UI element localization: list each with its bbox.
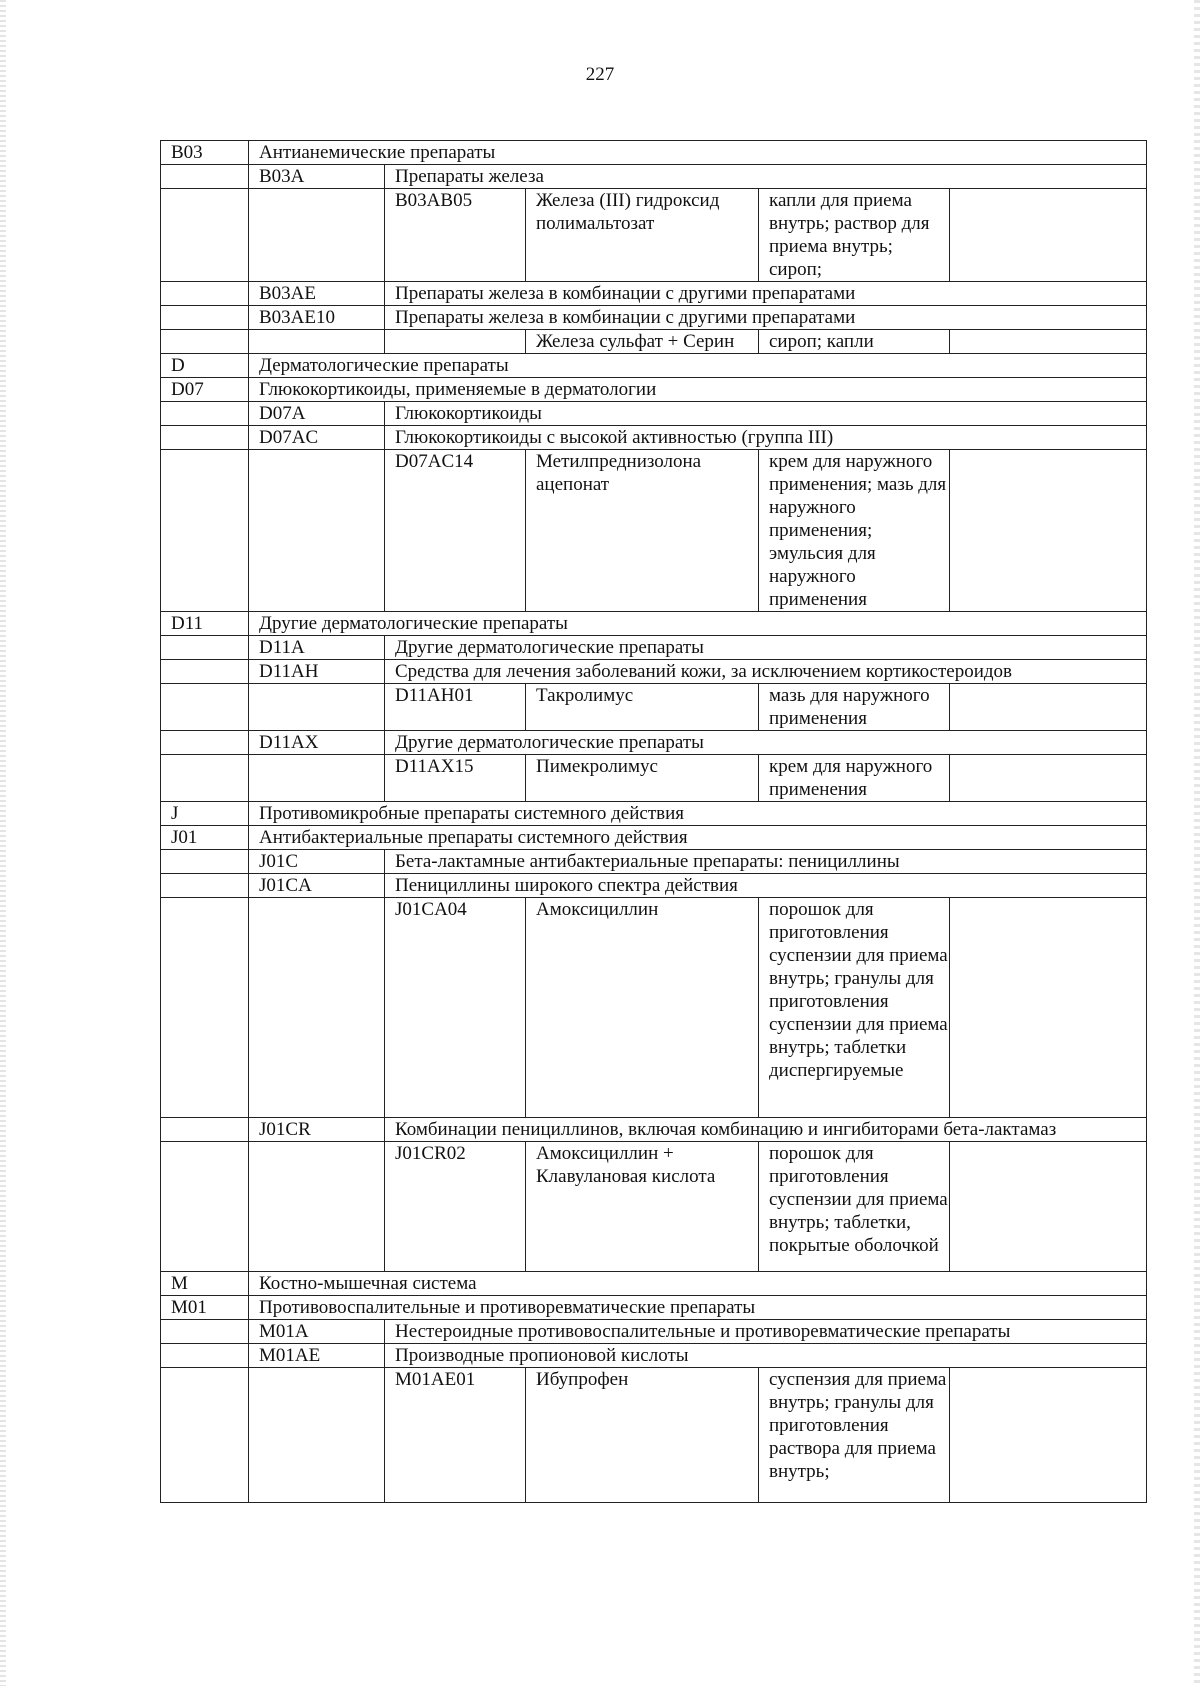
table-row — [161, 874, 1147, 898]
subgroup-cell: Глюкокортикоиды, применяемые в дерматологии — [249, 378, 1147, 402]
code-cell — [161, 684, 249, 731]
subgroup-cell: M01AE — [249, 1344, 385, 1368]
code-cell — [161, 1368, 249, 1503]
atc-code-cell: Глюкокортикоиды с высокой активностью (группа III) — [385, 426, 1147, 450]
notes-cell — [950, 898, 1147, 1118]
atc-code-cell: B03AB05 — [385, 189, 526, 282]
atc-code-cell: Препараты железа — [385, 165, 1147, 189]
table-row — [161, 1272, 1147, 1296]
code-cell — [161, 330, 249, 354]
table-row — [161, 636, 1147, 660]
atc-code-cell: Производные пропионовой кислоты — [385, 1344, 1147, 1368]
atc-code-cell: Другие дерматологические препараты — [385, 731, 1147, 755]
table-row — [161, 1368, 1147, 1503]
code-cell — [161, 636, 249, 660]
atc-code-cell: Комбинации пенициллинов, включая комбинацию и ингибиторами бета-лактамаз — [385, 1118, 1147, 1142]
subgroup-cell: J01CA — [249, 874, 385, 898]
drug-classification-table — [160, 140, 1147, 1503]
code-cell — [161, 450, 249, 612]
table-row — [161, 282, 1147, 306]
atc-code-cell: D07AC14 — [385, 450, 526, 612]
page-number: 227 — [585, 64, 615, 85]
atc-code-cell: J01CR02 — [385, 1142, 526, 1272]
atc-code-cell: Препараты железа в комбинации с другими препаратами — [385, 282, 1147, 306]
atc-code-cell: Другие дерматологические препараты — [385, 636, 1147, 660]
code-cell — [161, 306, 249, 330]
notes-cell — [950, 189, 1147, 282]
subgroup-cell: J01C — [249, 850, 385, 874]
subgroup-cell — [249, 755, 385, 802]
code-cell — [161, 189, 249, 282]
table-row — [161, 1320, 1147, 1344]
dosage-form-cell: крем для наружного применения — [759, 755, 950, 802]
table-row — [161, 402, 1147, 426]
drug-name-cell: Ибупрофен — [526, 1368, 759, 1503]
table-row — [161, 426, 1147, 450]
drug-name-cell: Метилпреднизолона ацепонат — [526, 450, 759, 612]
drug-name-cell: Железа сульфат + Серин — [526, 330, 759, 354]
code-cell: J — [161, 802, 249, 826]
subgroup-cell — [249, 450, 385, 612]
code-cell: D — [161, 354, 249, 378]
subgroup-cell: J01CR — [249, 1118, 385, 1142]
subgroup-cell: Противовоспалительные и противоревматические препараты — [249, 1296, 1147, 1320]
subgroup-cell: B03AE — [249, 282, 385, 306]
table-row — [161, 306, 1147, 330]
subgroup-cell — [249, 330, 385, 354]
atc-code-cell: D11AX15 — [385, 755, 526, 802]
code-cell — [161, 1142, 249, 1272]
atc-code-cell: D11AH01 — [385, 684, 526, 731]
subgroup-cell: D11AX — [249, 731, 385, 755]
table-row — [161, 898, 1147, 1118]
subgroup-cell: D11A — [249, 636, 385, 660]
drug-name-cell: Железа (III) гидроксид полимальтозат — [526, 189, 759, 282]
table-row — [161, 330, 1147, 354]
code-cell: D07 — [161, 378, 249, 402]
dosage-form-cell: крем для наружного применения; мазь для наружного применения; эмульсия для наружного применения — [759, 450, 950, 612]
code-cell: D11 — [161, 612, 249, 636]
code-cell: B03 — [161, 141, 249, 165]
table-row — [161, 612, 1147, 636]
atc-code-cell: Препараты железа в комбинации с другими препаратами — [385, 306, 1147, 330]
code-cell: M01 — [161, 1296, 249, 1320]
atc-code-cell: Пенициллины широкого спектра действия — [385, 874, 1147, 898]
subgroup-cell: B03AE10 — [249, 306, 385, 330]
subgroup-cell — [249, 1142, 385, 1272]
subgroup-cell: D07A — [249, 402, 385, 426]
table-row — [161, 1296, 1147, 1320]
table-row — [161, 141, 1147, 165]
code-cell — [161, 282, 249, 306]
drug-name-cell: Такролимус — [526, 684, 759, 731]
code-cell — [161, 874, 249, 898]
subgroup-cell — [249, 898, 385, 1118]
subgroup-cell — [249, 189, 385, 282]
code-cell — [161, 165, 249, 189]
table-row — [161, 802, 1147, 826]
code-cell — [161, 898, 249, 1118]
dosage-form-cell: сироп; капли — [759, 330, 950, 354]
subgroup-cell: D11AH — [249, 660, 385, 684]
scan-edge-right — [1194, 0, 1200, 1686]
subgroup-cell: Костно-мышечная система — [249, 1272, 1147, 1296]
code-cell — [161, 755, 249, 802]
dosage-form-cell: порошок для приготовления суспензии для приема внутрь; таблетки, покрытые оболочкой — [759, 1142, 950, 1272]
atc-code-cell — [385, 330, 526, 354]
drug-table-container — [160, 140, 1146, 1503]
subgroup-cell: Противомикробные препараты системного действия — [249, 802, 1147, 826]
atc-code-cell: M01AE01 — [385, 1368, 526, 1503]
dosage-form-cell: суспензия для приема внутрь; гранулы для приготовления раствора для приема внутрь; — [759, 1368, 950, 1503]
drug-name-cell: Амоксициллин — [526, 898, 759, 1118]
table-row — [161, 731, 1147, 755]
notes-cell — [950, 330, 1147, 354]
table-row — [161, 354, 1147, 378]
table-row — [161, 850, 1147, 874]
code-cell — [161, 426, 249, 450]
table-row — [161, 189, 1147, 282]
table-row — [161, 660, 1147, 684]
dosage-form-cell: капли для приема внутрь; раствор для приема внутрь; сироп; — [759, 189, 950, 282]
dosage-form-cell: порошок для приготовления суспензии для приема внутрь; гранулы для приготовления суспензии для приема внутрь; таблетки диспергируемые — [759, 898, 950, 1118]
subgroup-cell: M01A — [249, 1320, 385, 1344]
atc-code-cell: Нестероидные противовоспалительные и противоревматические препараты — [385, 1320, 1147, 1344]
table-row — [161, 1142, 1147, 1272]
subgroup-cell: D07AC — [249, 426, 385, 450]
table-row — [161, 1344, 1147, 1368]
table-row — [161, 165, 1147, 189]
notes-cell — [950, 1368, 1147, 1503]
subgroup-cell: Дерматологические препараты — [249, 354, 1147, 378]
notes-cell — [950, 684, 1147, 731]
subgroup-cell: Антианемические препараты — [249, 141, 1147, 165]
code-cell — [161, 1320, 249, 1344]
notes-cell — [950, 450, 1147, 612]
subgroup-cell: Другие дерматологические препараты — [249, 612, 1147, 636]
code-cell — [161, 660, 249, 684]
atc-code-cell: Средства для лечения заболеваний кожи, за исключением кортикостероидов — [385, 660, 1147, 684]
code-cell — [161, 1118, 249, 1142]
subgroup-cell: Антибактериальные препараты системного действия — [249, 826, 1147, 850]
code-cell — [161, 850, 249, 874]
table-row — [161, 450, 1147, 612]
notes-cell — [950, 1142, 1147, 1272]
notes-cell — [950, 755, 1147, 802]
table-row — [161, 755, 1147, 802]
subgroup-cell — [249, 684, 385, 731]
table-row — [161, 684, 1147, 731]
dosage-form-cell: мазь для наружного применения — [759, 684, 950, 731]
code-cell — [161, 1344, 249, 1368]
table-row — [161, 378, 1147, 402]
subgroup-cell: B03A — [249, 165, 385, 189]
code-cell — [161, 731, 249, 755]
drug-name-cell: Пимекролимус — [526, 755, 759, 802]
atc-code-cell: Глюкокортикоиды — [385, 402, 1147, 426]
subgroup-cell — [249, 1368, 385, 1503]
table-row — [161, 826, 1147, 850]
code-cell: J01 — [161, 826, 249, 850]
code-cell: M — [161, 1272, 249, 1296]
table-row — [161, 1118, 1147, 1142]
scan-edge-left — [0, 0, 6, 1686]
drug-name-cell: Амоксициллин + Клавулановая кислота — [526, 1142, 759, 1272]
code-cell — [161, 402, 249, 426]
atc-code-cell: Бета-лактамные антибактериальные препараты: пенициллины — [385, 850, 1147, 874]
atc-code-cell: J01CA04 — [385, 898, 526, 1118]
